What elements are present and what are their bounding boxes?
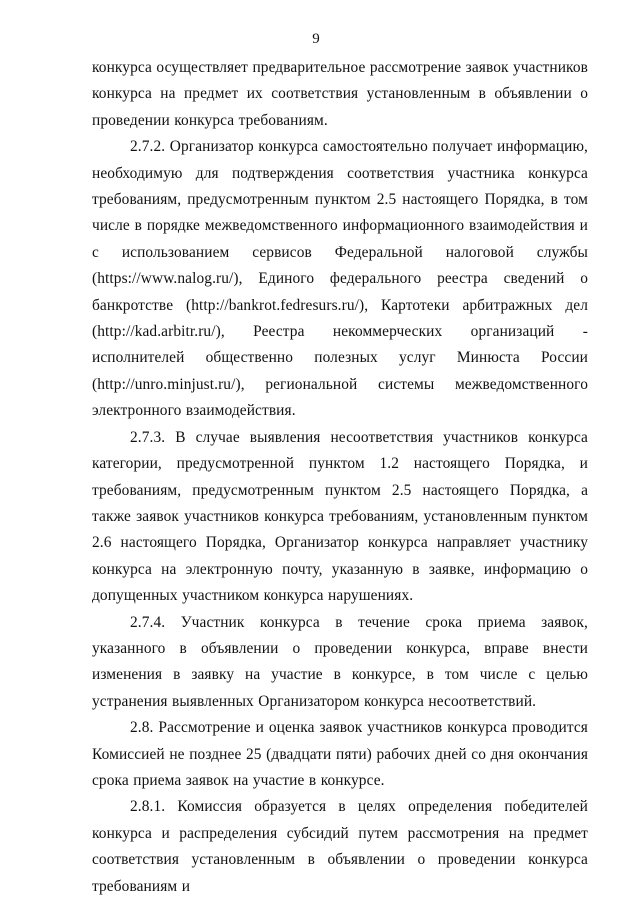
paragraph-2-7-3: 2.7.3. В случае выявления несоответствия участников конкурса категории, предусмотренной пунктом 1.2 настоящего Порядка, и требованиям, предусмотренным пунктом 2.5 настоящего Порядка, а также заявок участников конкурса требованиям, установленным пунктом 2.6 настоящего Порядка, Организатор конкурса направляет участнику конкурса на электронную почту, указанную в заявке, информацию о допущенных участником конкурса нарушениях. xyxy=(92,428,588,605)
paragraph-2-7-4: 2.7.4. Участник конкурса в течение срока приема заявок, указанного в объявлении о проведении конкурса, вправе внести изменения в заявку на участие в конкурсе, в том числе с целью устранения выявленных Организатором конкурса несоответствий. xyxy=(92,613,588,710)
paragraph-2-8-1: 2.8.1. Комиссия образуется в целях определения победителей конкурса и распределения субсидий путем рассмотрения на предмет соответствия установленным в объявлении о проведении конкурса требованиям и xyxy=(92,798,588,895)
paragraph-2-8: 2.8. Рассмотрение и оценка заявок участников конкурса проводится Комиссией не позднее 25 (двадцати пяти) рабочих дней со дня окончания срока приема заявок на участие в конкурсе. xyxy=(92,719,588,789)
paragraph-continuation: конкурса осуществляет предварительное рассмотрение заявок участников конкурса на предмет их соответствия установленным в объявлении о проведении конкурса требованиям. xyxy=(92,59,588,129)
page-number: 9 xyxy=(312,31,320,47)
document-body xyxy=(92,55,588,900)
paragraph-2-7-2: 2.7.2. Организатор конкурса самостоятельно получает информацию, необходимую для подтверждения соответствия участника конкурса требованиям, предусмотренным пунктом 2.5 настоящего Порядка, в том числе в порядке межведомственного информационного взаимодействия и с использованием сервисов Федеральной налоговой службы (https://www.nalog.ru/), Единого федерального реестра сведений о банкротстве (http://bankrot.fedresurs.ru/), Картотеки арбитражных дел (http://kad.arbitr.ru/), Реестра некоммерческих организаций - исполнителей общественно полезных услуг Минюста России (http://unro.minjust.ru/), региональной системы межведомственного электронного взаимодействия. xyxy=(92,138,588,420)
